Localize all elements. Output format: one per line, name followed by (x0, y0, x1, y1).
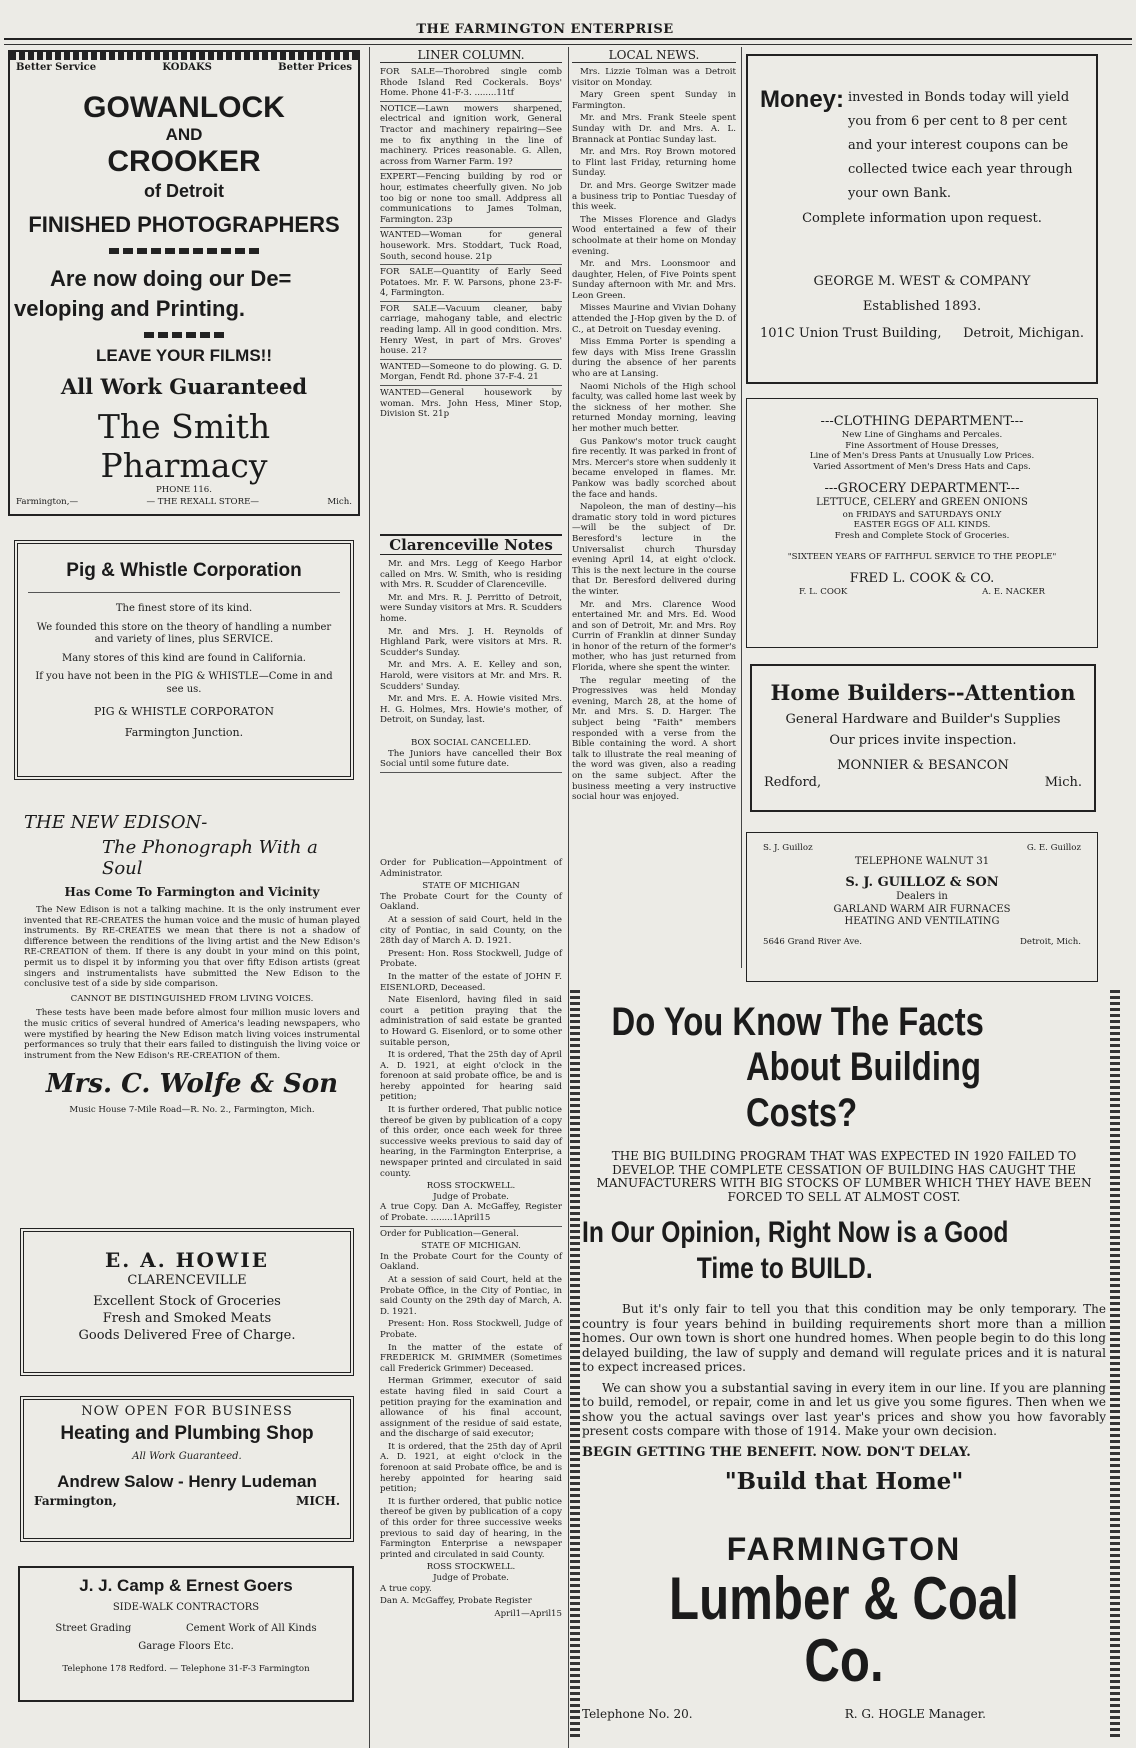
local-item: Mr. and Mrs. Frank Steele spent Sunday with Dr. and Mrs. A. L. Brannack at Pontiac Sunday last. (572, 113, 736, 145)
partner-nacker: A. E. NACKER (982, 587, 1045, 598)
column-rule (568, 47, 569, 1748)
probate1-line: Nate Eisenlord, having filed in said court a petition praying that the administration of said estate be granted to Howard G. Eisenlord, or to some other suitable person, (380, 995, 562, 1048)
divider (380, 227, 562, 228)
pig-line6: Farmington Junction. (124, 725, 244, 739)
masthead-rule-2 (4, 44, 1132, 45)
guilloz-ad (746, 832, 1098, 982)
ad-topline (10, 60, 358, 77)
cook-ad (746, 398, 1098, 648)
cook-partners (759, 587, 1085, 598)
lumber-ad (582, 1000, 1106, 1740)
probate2-line: In the Probate Court for the County of Oakland. (380, 1251, 562, 1273)
pig-whistle-ad (14, 540, 354, 780)
edison-para2: These tests have been made before almost four million music lovers and the music critics of several hundred of America's leading newspapers, who were mystified by hearing the New Edison match living voices instrumental performances so truly that their ears failed to distinguish the living voice or instrument from the New Edison's RE-CREATION of them. (24, 1008, 360, 1061)
grocery-line: Fresh and Complete Stock of Groceries. (834, 531, 1010, 542)
west-address (760, 325, 1084, 342)
liner-item: NOTICE—Lawn mowers sharpened, electrical and ignition work, General Tractor and machinery repairing—See me to fix anything in the line of machinery. Prices reasonable. G. Allen, across from Warner Farm. 19? (380, 103, 562, 167)
wolfe-son: Mrs. C. Wolfe & Son (45, 1069, 339, 1100)
heating-title: Heating and Plumbing Shop (60, 1423, 314, 1444)
probate2-line: Present: Hon. Ross Stockwell, Judge of Probate. (380, 1319, 562, 1340)
probate2-line: STATE OF MICHIGAN. (421, 1241, 521, 1252)
lumber-caps: THE BIG BUILDING PROGRAM THAT WAS EXPECTED IN 1920 FAILED TO DEVELOP. THE COMPLETE CESSATION OF BUILDING HAS CAUGHT THE MANUFACTURERS WITH BIG STOCKS OF LUMBER WHICH THEY HAVE BEEN FORCED TO SELL AT ALMOST COST. (596, 1149, 1092, 1204)
pig-line5: PIG & WHISTLE CORPORATON (93, 705, 274, 718)
builders-town: Redford, (764, 775, 822, 790)
edison-para1: The New Edison is not a talking machine. It is the only instrument ever invented that RE-CREATES the human voice and the music of human played instruments. By RE-CREATES we mean that there is not a shadow of difference between the renditions of the living artist and the New Edison's RE-CREATION of them. If there is any doubt in your mind on this point, permit us to dispel it by informing you that over fifty Edison artists (great singers and instrumentalists have submitted the New Edison to the conclusive test of a side by side comparison. (24, 905, 360, 990)
liner-item: FOR SALE—Quantity of Early Seed Potatoes. Mr. F. W. Parsons, phone 23-F-4, Farmington. (380, 267, 562, 299)
divider (380, 1226, 562, 1227)
crooker-name: CROOKER (107, 144, 261, 178)
footer-rexall: — THE REXALL STORE— (146, 497, 259, 508)
build-that-home: "Build that Home" (724, 1467, 964, 1495)
howie-line1: Excellent Stock of Groceries (93, 1294, 281, 1309)
clothing-line: Varied Assortment of Men's Dress Hats and Caps. (813, 461, 1031, 472)
clarenceville-head: Clarenceville Notes (380, 534, 562, 555)
builders-state: Mich. (1044, 775, 1082, 790)
masthead-rule (4, 38, 1132, 40)
lumber-para1: But it's only fair to tell you that this condition may be only temporary. The country is four years behind in building requirements short more than a million homes. Our own town is short one hundred homes. When people begin to do this long delayed building, the law of supply and demand will regulate prices and it is natural to expect increased prices. (582, 1302, 1106, 1374)
divider (380, 359, 562, 360)
local-news (572, 48, 736, 805)
guilloz-telephone: TELEPHONE WALNUT 31 (854, 855, 990, 867)
lumber-firm: Lumber & Coal Co. (669, 1564, 1019, 1694)
clarence-item: Mr. and Mrs. E. A. Howie visited Mrs. H. G. Holmes, Mrs. Howie's mother, of Detroit, on Sunday, last. (380, 694, 562, 726)
local-item: Mr. and Mrs. Loonsmoor and daughter, Helen, of Five Points spent Sunday afternoon with Mr. and Mrs. Leon Green. (572, 259, 736, 301)
west-established: Established 1893. (862, 299, 982, 314)
clarence-item: Mr. and Mrs. R. J. Perritto of Detroit, were Sunday visitors at Mrs. R. Scudders home. (380, 592, 562, 624)
lumber-begin: BEGIN GETTING THE BENEFIT. NOW. DON'T DELAY. (582, 1444, 971, 1460)
probate1-line: In the matter of the estate of JOHN F. EISENLORD, Deceased. (380, 971, 562, 993)
guilloz-names (763, 843, 1081, 854)
clothing-head: ---CLOTHING DEPARTMENT--- (820, 414, 1024, 429)
probate2-line: Judge of Probate. (433, 1573, 509, 1583)
pig-line2: We founded this store on the theory of handling a number and variety of lines, plus SERVICE. (36, 621, 332, 645)
ornament-border (1110, 990, 1120, 1740)
local-item: Gus Pankow's motor truck caught fire recently. It was parked in front of Mrs. Mercer's store when suddenly it became enveloped in flames. Mr. Pankow was badly scorched about the face and hands. (572, 436, 736, 500)
guilloz-left: S. J. Guilloz (763, 843, 813, 853)
lumber-h2: About Building Costs? (746, 1045, 982, 1135)
lumber-footer (582, 1708, 1106, 1721)
kodaks: KODAKS (162, 62, 212, 73)
smith-pharmacy: The Smith Pharmacy (97, 406, 271, 485)
developing-line2: veloping and Printing. (14, 295, 245, 321)
box-social-text: The Juniors have cancelled their Box Social until some future date. (380, 748, 562, 770)
guilloz-right: G. E. Guilloz (1026, 843, 1081, 853)
edison-sub: The Phonograph With a Soul (102, 837, 318, 879)
ornament-dashes (144, 332, 224, 338)
divider (380, 301, 562, 302)
camp-title: J. J. Camp & Ernest Goers (79, 1576, 293, 1595)
local-item: Napoleon, the man of destiny—his dramatic story told in word pictures—will be the subject of Dr. Beresford's lecture in the Universalist church Thursday evening April 14, at eight o'clock. This is the next lecture in the course that Dr. Beresford delivered during the winter. (572, 502, 736, 597)
money-text: invested in Bonds today will yield you from 6 per cent to 8 per cent and your interest coupons can be collected twice each year through your own Bank. (848, 90, 1073, 201)
all-work-guaranteed: All Work Guaranteed (60, 373, 308, 399)
ornament-border (10, 52, 358, 60)
liner-column (380, 48, 562, 422)
partner-cook: F. L. COOK (799, 587, 848, 598)
lumber-h1: Do You Know The Facts (611, 1000, 984, 1044)
camp-line1 (28, 1623, 344, 1636)
clarence-item: Mr. and Mrs. J. H. Reynolds of Highland Park, were visitors at Mrs. R. Scudder's Sunday. (380, 626, 562, 658)
clarence-item: Mr. and Mrs. A. E. Kelley and son, Harold, were visitors at Mr. and Mrs. R. Scudders' Sunday. (380, 660, 562, 692)
money-complete: Complete information upon request. (802, 211, 1042, 226)
probate1-line: ROSS STOCKWELL. (426, 1181, 516, 1192)
heating-ad (20, 1396, 354, 1542)
probate1-line: Judge of Probate. (433, 1191, 509, 1202)
probate2-line: April1—April15 (494, 1608, 562, 1619)
local-item: The Misses Florence and Gladys Wood entertained a few of their schoolmate at their home on Monday evening. (572, 214, 736, 257)
lumber-h3: In Our Opinion, Right Now is a Good (582, 1216, 1009, 1249)
liner-item: WANTED—General housework by woman. Mrs. John Hess, Miner Stop, Division St. 21p (380, 388, 562, 420)
probate2-line: Herman Grimmer, executor of said estate having filed in said Court a petition praying for the examination and allowance of his final account, assignment of the residue of said estate, and the discharge of said executor; (380, 1376, 562, 1440)
probate1-line: It is further ordered, That public notice thereof be given by publication of a copy of this order, once each week for three successive weeks previous to said day of hearing, in the Farmington Enterprise, a newspaper printed and circulated in said county. (380, 1105, 562, 1179)
grocery-head: ---GROCERY DEPARTMENT--- (824, 481, 1020, 497)
local-item: Misses Maurine and Vivian Dohany attended the J-Hop given by the D. of C., at Detroit on Tuesday evening. (572, 303, 736, 335)
camp-sub: SIDE-WALK CONTRACTORS (112, 1602, 260, 1613)
builders-ad (750, 664, 1096, 812)
guilloz-dealers: Dealers in (896, 891, 948, 903)
edison-title: THE NEW EDISON- (24, 812, 208, 833)
lumber-h4: Time to BUILD. (696, 1252, 873, 1285)
cook-slogan: "SIXTEEN YEARS OF FAITHFUL SERVICE TO THE PEOPLE" (787, 551, 1057, 562)
heating-names: Andrew Salow - Henry Ludeman (57, 1471, 317, 1491)
finished-photographers: FINISHED PHOTOGRAPHERS (28, 211, 340, 237)
probate2-line: ROSS STOCKWELL. (426, 1562, 516, 1573)
money-word: Money: (760, 86, 844, 113)
pharmacy-footer (10, 495, 358, 510)
leave-films: LEAVE YOUR FILMS!! (96, 345, 272, 365)
lumber-para2: We can show you a substantial saving in every item in our line. If you are planning to build, remodel, or repair, come in and let us give you some figures. Then when we show you the actual savings over last year's prices and show you how favorably present costs compare with those of 1914. Make your own decision. (582, 1380, 1106, 1438)
local-item: Mr. and Mrs. Clarence Wood entertained Mr. and Mrs. Ed. Wood and son of Detroit, Mr. and Mrs. Roy Currin of Franklin at dinner Sunday in honor of the return of the former's mother, who has just returned from Florida, where she spent the winter. (572, 599, 736, 674)
ornament-border (570, 990, 580, 1740)
guilloz-street: 5646 Grand River Ave. (763, 936, 862, 947)
better-prices: Better Prices (278, 62, 352, 73)
clothing-line: Line of Men's Dress Pants at Unusually Low Prices. (809, 451, 1035, 462)
gowanlock-name: GOWANLOCK (83, 90, 285, 124)
probate1-line: At a session of said Court, held in the city of Pontiac, in said County, on the 28th day of March A. D. 1921. (380, 914, 562, 947)
guilloz-line2: HEATING AND VENTILATING (844, 916, 1000, 928)
lumber-manager: R. G. HOGLE Manager. (844, 1706, 986, 1721)
probate2-line: In the matter of the estate of FREDERICK M. GRIMMER (Sometimes call Frederick Grimmer) Deceased. (380, 1342, 562, 1374)
liner-item: FOR SALE—Thorobred single comb Rhode Island Red Cockerals. Boys' Home. Phone 41-F-3. ........11tf (380, 67, 562, 99)
probate2-line: It is ordered, that the 25th day of April A. D. 1921, at eight o'clock in the forenoon at said Probate office, be and is hereby appointed for hearing said petition; (380, 1441, 562, 1495)
masthead: THE FARMINGTON ENTERPRISE (416, 22, 674, 37)
local-item: Mr. and Mrs. Roy Brown motored to Flint last Friday, returning home Sunday. (572, 147, 736, 179)
builders-footer (764, 774, 1082, 791)
wolfe-address: Music House 7-Mile Road—R. No. 2., Farmington, Mich. (69, 1105, 315, 1116)
guilloz-address (763, 937, 1081, 948)
local-item: Miss Emma Porter is spending a few days with Miss Irene Grasslin during the absence of her parents who are at Lansing. (572, 337, 736, 380)
pharmacy-phone: PHONE 116. (156, 484, 212, 495)
footer-state: Mich. (327, 497, 352, 508)
probate1-line: Order for Publication—Appointment of Administrator. (380, 858, 562, 879)
divider (380, 772, 562, 773)
guilloz-city: Detroit, Mich. (1019, 936, 1081, 947)
monnier-besancon: MONNIER & BESANCON (837, 758, 1009, 773)
now-open: NOW OPEN FOR BUSINESS (81, 1404, 293, 1419)
heating-footer (34, 1494, 340, 1508)
heating-state: MICH. (296, 1493, 340, 1508)
probate-notices (380, 858, 562, 1619)
guilloz-firm: S. J. GUILLOZ & SON (845, 875, 999, 891)
divider (380, 169, 562, 170)
camp-telephone: Telephone 178 Redford. — Telephone 31-F-3 Farmington (62, 1663, 310, 1674)
money-row (760, 86, 1084, 206)
probate1-line: It is ordered, That the 25th day of April A. D. 1921, at eight o'clock in the forenoon at said probate office, be and is hereby appointed for hearing said petition; (380, 1050, 562, 1103)
liner-item: FOR SALE—Vacuum cleaner, baby carriage, mahogany table, and electric reading lamp. All in good condition. Mrs. Henry West, in part of Mrs. Groves' house. 21? (380, 303, 562, 357)
gowanlock-ad (8, 50, 360, 516)
builders-line1: General Hardware and Builder's Supplies (785, 712, 1061, 727)
local-item: Mrs. Lizzie Tolman was a Detroit visitor on Monday. (572, 67, 736, 88)
liner-item: WANTED—Woman for general housework. Mrs. Stoddart, Tuck Road, South, second house. 21p (380, 230, 562, 262)
local-head: LOCAL NEWS. (572, 48, 736, 63)
howie-line2: Fresh and Smoked Meats (102, 1311, 272, 1326)
edison-ad (24, 812, 360, 1212)
camp-ad (18, 1566, 354, 1702)
grocery-line: EASTER EGGS OF ALL KINDS. (853, 520, 991, 531)
heating-guaranteed: All Work Guaranteed. (132, 1451, 242, 1462)
local-item: Mary Green spent Sunday in Farmington. (572, 90, 736, 111)
builders-title: Home Builders--Attention (770, 680, 1076, 705)
grocery-line: LETTUCE, CELERY and GREEN ONIONS (816, 497, 1028, 509)
probate1-line: The Probate Court for the County of Oakland. (380, 891, 562, 913)
probate1-line: A true Copy. Dan A. McGaffey, Register of Probate. ........1April15 (380, 1202, 562, 1223)
developing-line1: Are now doing our De= (50, 265, 292, 291)
clothing-line: New Line of Ginghams and Percales. (841, 430, 1003, 440)
pig-title: Pig & Whistle Corporation (66, 560, 302, 581)
west-building: 101C Union Trust Building, (760, 326, 942, 341)
better-service: Better Service (16, 62, 97, 73)
probate2-line: A true copy. (380, 1583, 432, 1594)
edison-come: Has Come To Farmington and Vicinity (64, 885, 320, 899)
local-item: The regular meeting of the Progressives was held Monday evening, March 28, at the home of Mr. and Mrs. S. D. Harger. The subject being "Faith" members responded with a verse from the Bible containing the word. A short talk to illustrate the real meaning of the word was given, also a reading on the same subject. After the business meeting a very instructive social hour was enjoyed. (572, 675, 736, 803)
probate2-line: Order for Publication—General. (380, 1228, 519, 1239)
lumber-town: FARMINGTON (726, 1530, 962, 1567)
divider (380, 385, 562, 386)
liner-head: LINER COLUMN. (380, 48, 562, 63)
of-detroit: of Detroit (144, 180, 224, 201)
local-item: Naomi Nichols of the High school faculty, was called home last week by the sickness of her mother. She returned Monday morning, leaving her mother much better. (572, 381, 736, 434)
probate1-line: Present: Hon. Ross Stockwell, Judge of Probate. (380, 948, 562, 970)
howie-title: E. A. HOWIE (105, 1248, 269, 1272)
clothing-line: Fine Assortment of House Dresses, (845, 440, 999, 451)
garage-floors: Garage Floors Etc. (138, 1641, 234, 1652)
grocery-line: on FRIDAYS and SATURDAYS ONLY (842, 509, 1002, 520)
cook-firm: FRED L. COOK & CO. (849, 571, 995, 587)
edison-caps: CANNOT BE DISTINGUISHED FROM LIVING VOICES. (70, 993, 314, 1004)
footer-town: Farmington,— (16, 497, 79, 508)
howie-line3: Goods Delivered Free of Charge. (78, 1328, 296, 1343)
probate2-line: Dan A. McGaffey, Probate Register (380, 1596, 532, 1607)
pig-line4: If you have not been in the PIG & WHISTLE—Come in and see us. (35, 671, 333, 695)
and-word: AND (165, 124, 203, 144)
clarenceville-notes (380, 534, 562, 775)
divider (28, 592, 340, 593)
liner-item: EXPERT—Fencing building by rod or hour, estimates cheerfully given. No job too big or none too small. Addpress all communications to James Tolman, Farmington. 23p (380, 172, 562, 225)
local-item: Dr. and Mrs. George Switzer made a business trip to Pontiac Tuesday of this week. (572, 180, 736, 213)
pig-line1: The finest store of its kind. (115, 603, 253, 614)
divider (380, 264, 562, 265)
heating-town: Farmington, (34, 1493, 117, 1508)
column-rule (741, 47, 742, 968)
west-city: Detroit, Michigan. (963, 326, 1084, 341)
street-grading: Street Grading (55, 1622, 132, 1634)
probate1-line: STATE OF MICHIGAN (422, 881, 520, 892)
probate2-line: At a session of said Court, held at the Probate Office, in the City of Pontiac, in said County on the 29th day of March, A. D. 1921. (380, 1274, 562, 1317)
column-rule (369, 47, 370, 1748)
divider (380, 101, 562, 102)
ornament-dashes (109, 248, 259, 254)
liner-item: WANTED—Someone to do plowing. G. D. Morgan, Fendt Rd. phone 37-F-4. 21 (380, 361, 562, 383)
clarence-item: Mr. and Mrs. Legg of Keego Harbor called on Mrs. W. Smith, who is residing with Mrs. R. Scudder of Clarenceville. (380, 559, 562, 591)
money-ad (746, 54, 1098, 384)
west-company: GEORGE M. WEST & COMPANY (813, 274, 1031, 289)
guilloz-line1: GARLAND WARM AIR FURNACES (833, 903, 1011, 915)
cement-work: Cement Work of All Kinds (186, 1622, 317, 1634)
lumber-telephone: Telephone No. 20. (582, 1706, 693, 1721)
pig-line3: Many stores of this kind are found in California. (62, 652, 306, 664)
builders-line2: Our prices invite inspection. (829, 733, 1017, 748)
howie-ad (20, 1228, 354, 1376)
box-social-head: BOX SOCIAL CANCELLED. (411, 737, 531, 748)
howie-town: CLARENCEVILLE (127, 1273, 247, 1288)
probate2-line: It is further ordered, that public notice thereof be given by publication of a copy of this order for three successive weeks previous to said day of hearing, in the Farmington Enterprise a newspaper printed and circulated in said County. (380, 1496, 562, 1560)
